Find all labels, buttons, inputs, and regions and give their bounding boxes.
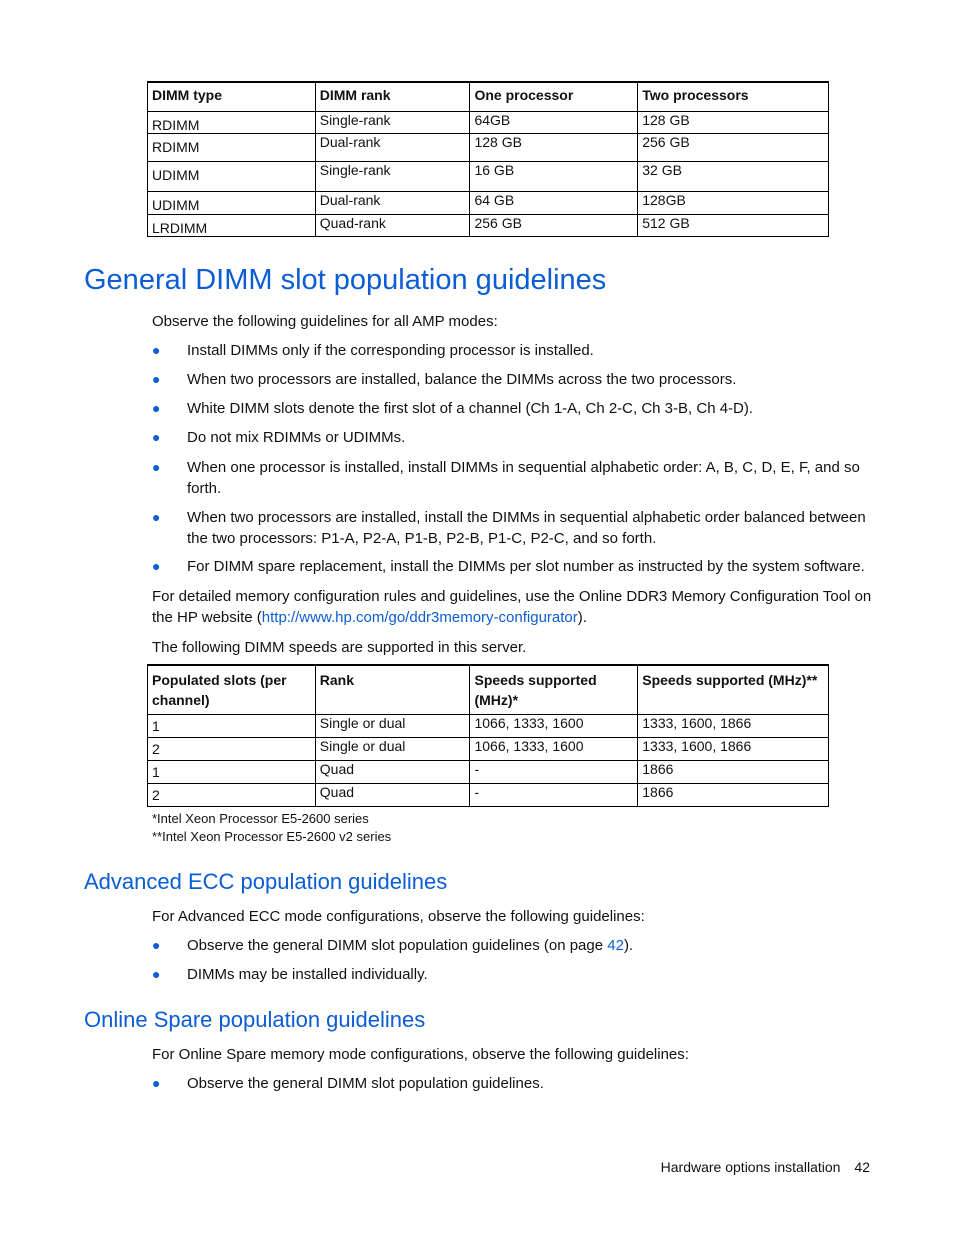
table-cell: 1066, 1333, 1600	[470, 738, 638, 761]
bullet-icon: ●	[152, 966, 161, 982]
page-number: 42	[854, 1159, 870, 1175]
page-footer	[661, 1159, 870, 1175]
bullet-icon: ●	[152, 1075, 161, 1091]
online-spare-intro: For Online Spare memory mode configurations, observe the following guidelines:	[152, 1046, 689, 1063]
bullet-icon: ●	[152, 937, 161, 953]
table-cell: 256 GB	[638, 134, 829, 162]
table-cell: 1333, 1600, 1866	[638, 738, 829, 761]
table-cell: 2	[148, 738, 316, 761]
table-cell: Single-rank	[315, 112, 470, 134]
list-item-text: DIMMs may be installed individually.	[187, 966, 428, 983]
table-row	[148, 715, 829, 738]
list-item	[152, 369, 872, 390]
table-cell: 128 GB	[470, 134, 638, 162]
table-cell: -	[470, 761, 638, 784]
header-cell: Speeds supported (MHz)**	[638, 665, 829, 715]
table-cell: 128 GB	[638, 112, 829, 134]
list-item-text-part: ).	[623, 937, 634, 954]
bullet-icon: ●	[152, 371, 161, 387]
list-item	[152, 1073, 872, 1094]
footer-section-name: Hardware options installation	[660, 1159, 841, 1175]
memory-config-paragraph	[152, 586, 872, 628]
table-cell: UDIMM	[148, 162, 316, 192]
list-item-text: Do not mix RDIMMs or UDIMMs.	[187, 429, 406, 446]
table-cell: 32 GB	[638, 162, 829, 192]
table-cell: Quad-rank	[315, 215, 470, 237]
header-cell: Speeds supported (MHz)*	[470, 665, 638, 715]
table-cell: -	[470, 784, 638, 807]
table-cell: RDIMM	[148, 112, 316, 134]
table-cell: 1333, 1600, 1866	[638, 715, 829, 738]
table-cell: UDIMM	[148, 192, 316, 215]
table-cell: RDIMM	[148, 134, 316, 162]
section-title-online-spare: Online Spare population guidelines	[84, 1007, 426, 1032]
table-row	[148, 761, 829, 784]
bullet-icon: ●	[152, 400, 161, 416]
list-item-text: Install DIMMs only if the corresponding processor is installed.	[187, 342, 594, 359]
table-cell: 2	[148, 784, 316, 807]
list-item	[152, 427, 872, 448]
list-item	[152, 507, 872, 549]
list-item	[152, 457, 872, 499]
footnote: *Intel Xeon Processor E5-2600 series	[152, 811, 369, 826]
table-cell: 1	[148, 715, 316, 738]
advanced-intro: For Advanced ECC mode configurations, observe the following guidelines:	[152, 908, 645, 925]
list-item-text: White DIMM slots denote the first slot of a channel (Ch 1-A, Ch 2-C, Ch 3-B, Ch 4-D).	[187, 400, 754, 417]
table-cell: Dual-rank	[315, 192, 470, 215]
table-row	[148, 162, 829, 192]
list-item	[152, 964, 872, 985]
table-cell: 1	[148, 761, 316, 784]
list-item-text: For DIMM spare replacement, install the DIMMs per slot number as instructed by the system software.	[187, 558, 865, 575]
table-cell: 256 GB	[470, 215, 638, 237]
table-cell: 128GB	[638, 192, 829, 215]
list-item-text-part: Observe the general DIMM slot population guidelines (on page	[187, 937, 608, 954]
table-cell: Single-rank	[315, 162, 470, 192]
bullet-icon: ●	[152, 429, 161, 445]
paragraph-text: ).	[577, 609, 587, 626]
bullet-icon: ●	[152, 509, 161, 525]
table-cell: 64 GB	[470, 192, 638, 215]
footnote: **Intel Xeon Processor E5-2600 v2 series	[152, 829, 392, 844]
header-cell: DIMM rank	[315, 82, 470, 112]
page-reference-link[interactable]: 42	[607, 937, 624, 954]
table-cell: 1866	[638, 761, 829, 784]
table-row	[148, 192, 829, 215]
dimm-speed-table	[147, 664, 829, 807]
table-cell: Quad	[315, 784, 470, 807]
header-cell: One processor	[470, 82, 638, 112]
list-item-text: When two processors are installed, install the DIMMs in sequential alphabetic order balanced between the two processors: P1-A, P2-A, P1-B, P2-B, P1-C, P2-C, and so forth.	[187, 509, 866, 547]
section-title-general: General DIMM slot population guidelines	[84, 264, 607, 296]
list-item-text: When two processors are installed, balance the DIMMs across the two processors.	[187, 371, 737, 388]
list-item-text	[187, 935, 872, 956]
table-cell: 512 GB	[638, 215, 829, 237]
bullet-icon: ●	[152, 459, 161, 475]
table-row	[148, 738, 829, 761]
list-item	[152, 935, 872, 956]
header-cell: Rank	[315, 665, 470, 715]
table-row	[148, 112, 829, 134]
table-cell: Single or dual	[315, 738, 470, 761]
table-cell: Dual-rank	[315, 134, 470, 162]
header-cell: DIMM type	[148, 82, 316, 112]
bullet-icon: ●	[152, 342, 161, 358]
memory-configurator-link[interactable]: http://www.hp.com/go/ddr3memory-configurator	[261, 609, 578, 626]
header-cell: Two processors	[638, 82, 829, 112]
section-title-advanced-ecc: Advanced ECC population guidelines	[84, 869, 448, 894]
table-row	[148, 215, 829, 237]
table-cell: 1066, 1333, 1600	[470, 715, 638, 738]
speeds-intro: The following DIMM speeds are supported in this server.	[152, 639, 527, 656]
table-cell: LRDIMM	[148, 215, 316, 237]
list-item	[152, 556, 872, 577]
header-cell: Populated slots (per channel)	[148, 665, 316, 715]
dimm-capacity-table	[147, 81, 829, 237]
table-cell: 1866	[638, 784, 829, 807]
table-header-row	[148, 665, 829, 715]
table-cell: 64GB	[470, 112, 638, 134]
bullet-icon: ●	[152, 558, 161, 574]
table-cell: 16 GB	[470, 162, 638, 192]
paragraph-text: For detailed memory configuration rules and guidelines, use the Online DDR3 Memory Configuration Tool on the HP website (	[152, 588, 872, 626]
list-item	[152, 340, 872, 361]
general-intro: Observe the following guidelines for all AMP modes:	[152, 313, 498, 330]
table-cell: Single or dual	[315, 715, 470, 738]
list-item-text: Observe the general DIMM slot population guidelines.	[187, 1075, 544, 1092]
table-row	[148, 134, 829, 162]
table-row	[148, 784, 829, 807]
table-header-row	[148, 82, 829, 112]
table-cell: Quad	[315, 761, 470, 784]
list-item	[152, 398, 872, 419]
list-item-text: When one processor is installed, install DIMMs in sequential alphabetic order: A, B, C, D, E, F, and so forth.	[187, 459, 860, 497]
